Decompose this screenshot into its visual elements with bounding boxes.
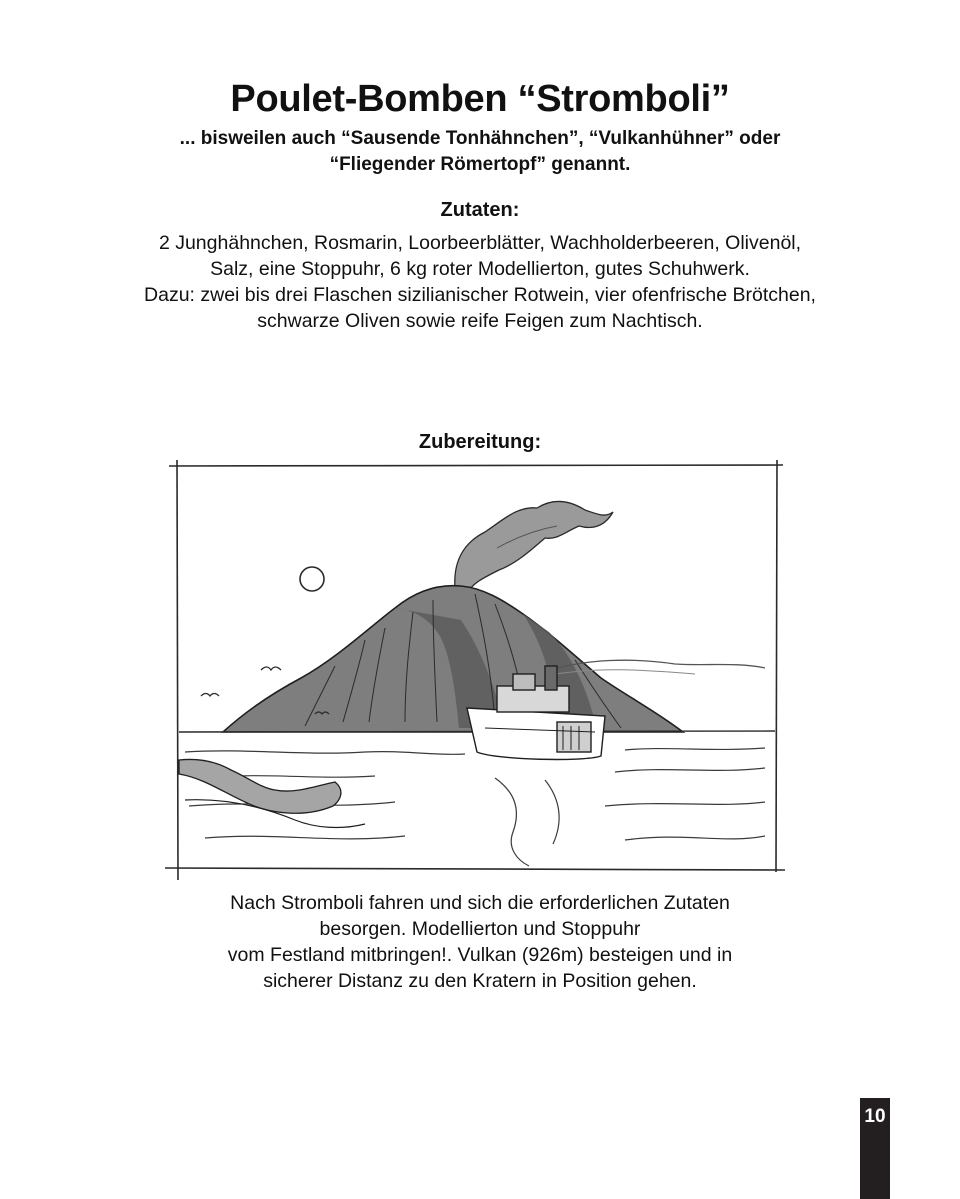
preparation-heading: Zubereitung: — [418, 431, 542, 453]
preparation-line: sicherer Distanz zu den Kratern in Position gehen. — [263, 970, 697, 992]
volcano-sketch — [165, 460, 787, 880]
page-number-tab: 10 — [860, 1098, 890, 1199]
subtitle-line: ... bisweilen auch “Sausende Tonhähnchen”, “Vulkanhühner” oder — [179, 128, 781, 149]
preparation-line: vom Festland mitbringen!. Vulkan (926m) besteigen und in — [227, 944, 733, 966]
ingredients-heading: Zutaten: — [440, 199, 520, 221]
smoke-plume — [455, 501, 613, 594]
sun-icon — [300, 567, 324, 591]
stromboli-illustration — [165, 460, 787, 880]
recipe-subtitle — [110, 126, 850, 178]
ingredients-line: schwarze Oliven sowie reife Feigen zum Nachtisch. — [257, 310, 703, 332]
preparation-text — [160, 890, 800, 994]
subtitle-line: “Fliegender Römertopf” genannt. — [329, 154, 631, 175]
preparation-line: besorgen. Modellierton und Stoppuhr — [319, 918, 641, 940]
ingredients-list — [80, 230, 880, 334]
preparation-line: Nach Stromboli fahren und sich die erforderlichen Zutaten — [230, 892, 730, 914]
ingredients-line: Dazu: zwei bis drei Flaschen sizilianischer Rotwein, vier ofenfrische Brötchen, — [144, 284, 816, 306]
ingredients-line: Salz, eine Stoppuhr, 6 kg roter Modellierton, gutes Schuhwerk. — [210, 258, 750, 280]
ingredients-line: 2 Junghähnchen, Rosmarin, Loorbeerblätter, Wachholderbeeren, Olivenöl, — [158, 232, 802, 254]
recipe-title: Poulet-Bomben “Stromboli” — [230, 78, 730, 120]
